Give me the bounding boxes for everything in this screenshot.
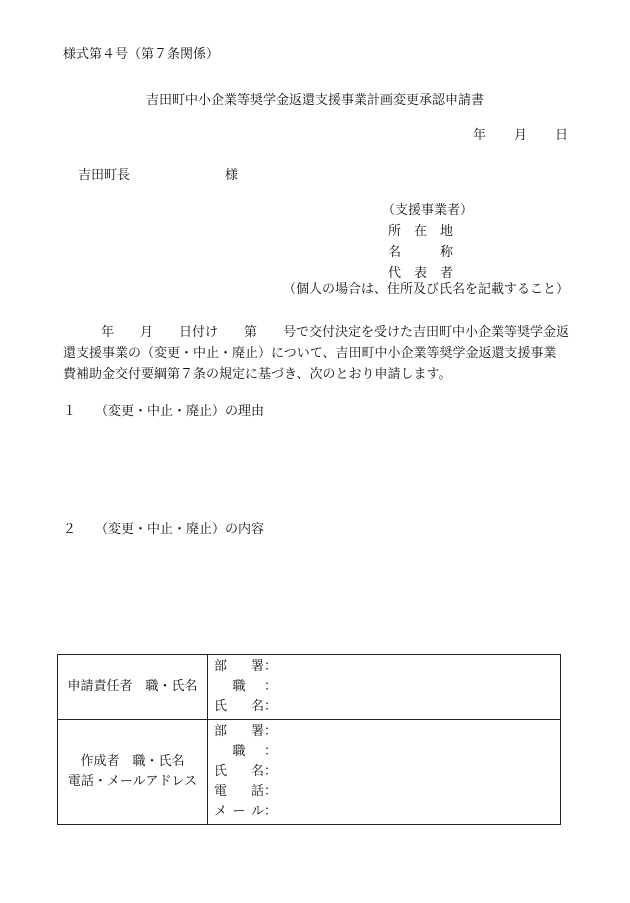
section-number: ２ xyxy=(63,522,77,537)
creator-heading-line2: 電話・メールアドレス xyxy=(67,774,198,789)
applicant-block xyxy=(382,204,473,288)
applicant-note: （個人の場合は、住所及び氏名を記載すること） xyxy=(283,282,570,297)
date-line xyxy=(473,129,568,142)
application-statement: 年 月 日付け 第 号で交付決定を受けた吉田町中小企業等奨学金返還支援事業の（変更・中止・廃止）について、吉田町中小企業等奨学金返還支援事業費補助金交付要綱第７条の規定に基づき、次のとおり申請します。 xyxy=(63,325,570,382)
form-identifier: 様式第４号（第７条関係） xyxy=(63,47,220,62)
document-title: 吉田町中小企業等奨学金返還支援事業計画変更承認申請書 xyxy=(145,93,484,108)
addressee-honorific: 様 xyxy=(225,168,239,183)
addressee-name: 吉田町長 xyxy=(78,168,131,183)
section-label: （変更・中止・廃止）の内容 xyxy=(95,522,265,537)
field-row[interactable]: 部 署： xyxy=(214,722,560,742)
field-row[interactable]: 氏 名： xyxy=(214,697,560,717)
field-label: メール xyxy=(214,804,264,819)
applicant-representative-label: 代 表 者 xyxy=(388,266,454,281)
section-label: （変更・中止・廃止）の理由 xyxy=(95,404,265,419)
applicant-name-label: 名 称 xyxy=(388,245,454,260)
responsible-fields xyxy=(208,655,561,720)
date-year: 年 xyxy=(472,128,486,143)
creator-heading-line1: 作成者 職・氏名 xyxy=(80,754,185,769)
section-content xyxy=(63,523,264,536)
responsible-heading-text: 申請責任者 職・氏名 xyxy=(67,679,198,694)
field-row[interactable]: メール： xyxy=(214,802,560,822)
creator-heading xyxy=(58,720,208,825)
field-row[interactable]: 電 話： xyxy=(214,782,560,802)
creator-row xyxy=(58,720,561,825)
field-label: 氏 名 xyxy=(214,764,264,779)
creator-fields xyxy=(208,720,561,825)
section-reason xyxy=(63,405,264,418)
field-label: 電 話 xyxy=(214,784,264,799)
applicant-heading: （支援事業者） xyxy=(382,203,474,218)
date-day: 日 xyxy=(554,128,568,143)
field-row[interactable]: 氏 名： xyxy=(214,762,560,782)
contact-table xyxy=(57,654,561,825)
section-number: １ xyxy=(63,404,77,419)
field-row[interactable]: 部 署： xyxy=(214,657,560,677)
field-row[interactable]: 職 ： xyxy=(214,742,560,762)
applicant-address-label: 所 在 地 xyxy=(388,224,454,239)
field-label: 氏 名 xyxy=(214,699,264,714)
field-row[interactable]: 職 ： xyxy=(214,677,560,697)
responsible-heading xyxy=(58,655,208,720)
field-label: 部 署 xyxy=(214,724,264,739)
field-label: 職 xyxy=(232,744,246,759)
addressee xyxy=(78,168,239,183)
responsible-row xyxy=(58,655,561,720)
field-label: 部 署 xyxy=(214,659,264,674)
date-month: 月 xyxy=(513,128,527,143)
field-label: 職 xyxy=(232,679,246,694)
